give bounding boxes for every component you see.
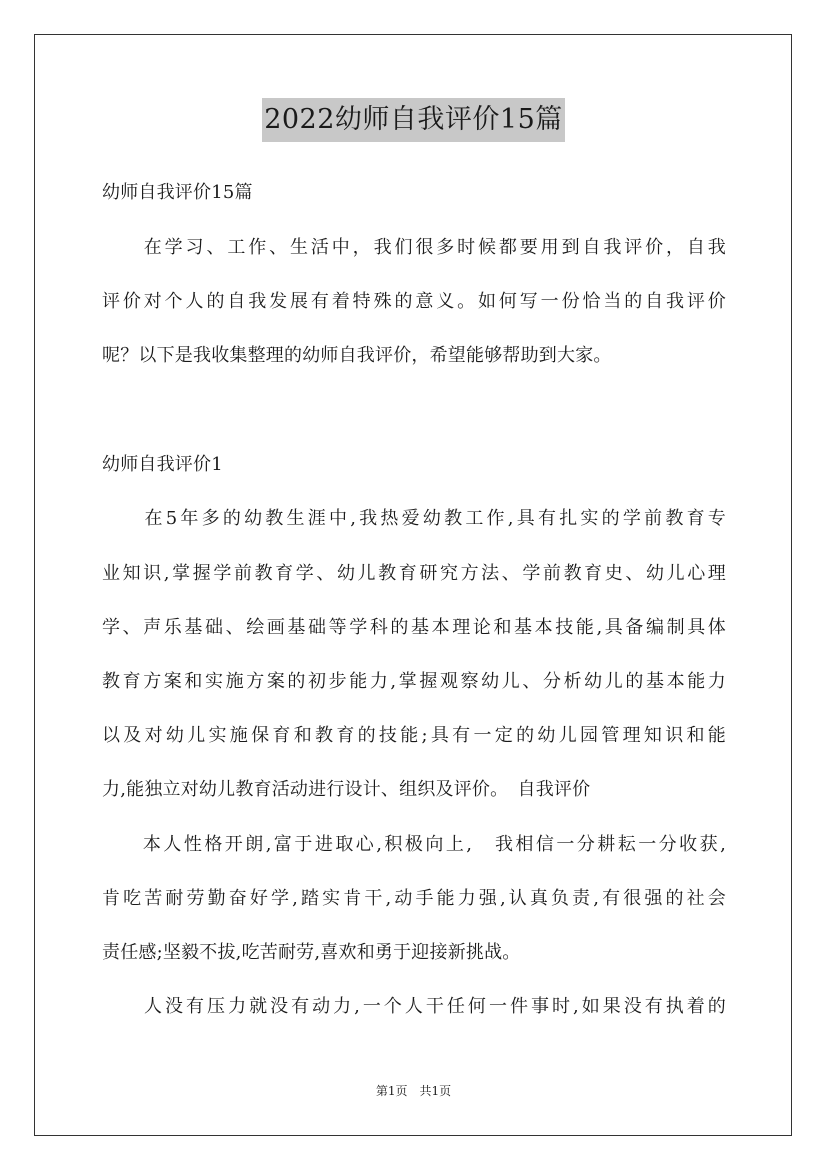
subtitle-line: 幼师自我评价15篇	[102, 182, 253, 203]
paragraph-line: 评价对个人的自我发展有着特殊的意义。如何写一份恰当的自我评价	[102, 291, 726, 312]
paragraph-line: 责任感;坚毅不拔,吃苦耐劳,喜欢和勇于迎接新挑战。	[102, 942, 521, 963]
document-title: 2022幼师自我评价15篇	[262, 98, 565, 142]
paragraph-line: 力,能独立对幼儿教育活动进行设计、组织及评价。 自我评价	[102, 779, 591, 800]
paragraph-line: 学、声乐基础、绘画基础等学科的基本理论和基本技能,具备编制具体	[102, 617, 726, 638]
paragraph-line: 呢？以下是我收集整理的幼师自我评价，希望能够帮助到大家。	[102, 345, 612, 366]
paragraph-line: 教育方案和实施方案的初步能力,掌握观察幼儿、分析幼儿的基本能力	[102, 671, 726, 692]
paragraph-line: 业知识,掌握学前教育学、幼儿教育研究方法、学前教育史、幼儿心理	[102, 563, 726, 584]
document-title-block	[0, 98, 827, 142]
page-footer: 第1页 共1页	[375, 1084, 452, 1098]
section-heading: 幼师自我评价1	[102, 454, 223, 475]
paragraph-line: 人没有压力就没有动力,一个人干任何一件事时,如果没有执着的	[102, 996, 726, 1017]
paragraph-line: 肯吃苦耐劳勤奋好学,踏实肯干,动手能力强,认真负责,有很强的社会	[102, 888, 726, 909]
paragraph-line: 在5年多的幼教生涯中,我热爱幼教工作,具有扎实的学前教育专	[102, 508, 726, 529]
paragraph-line: 本人性格开朗,富于进取心,积极向上, 我相信一分耕耘一分收获,	[102, 834, 726, 855]
paragraph-line: 在学习、工作、生活中，我们很多时候都要用到自我评价，自我	[102, 237, 726, 258]
paragraph-line: 以及对幼儿实施保育和教育的技能;具有一定的幼儿园管理知识和能	[102, 725, 726, 746]
